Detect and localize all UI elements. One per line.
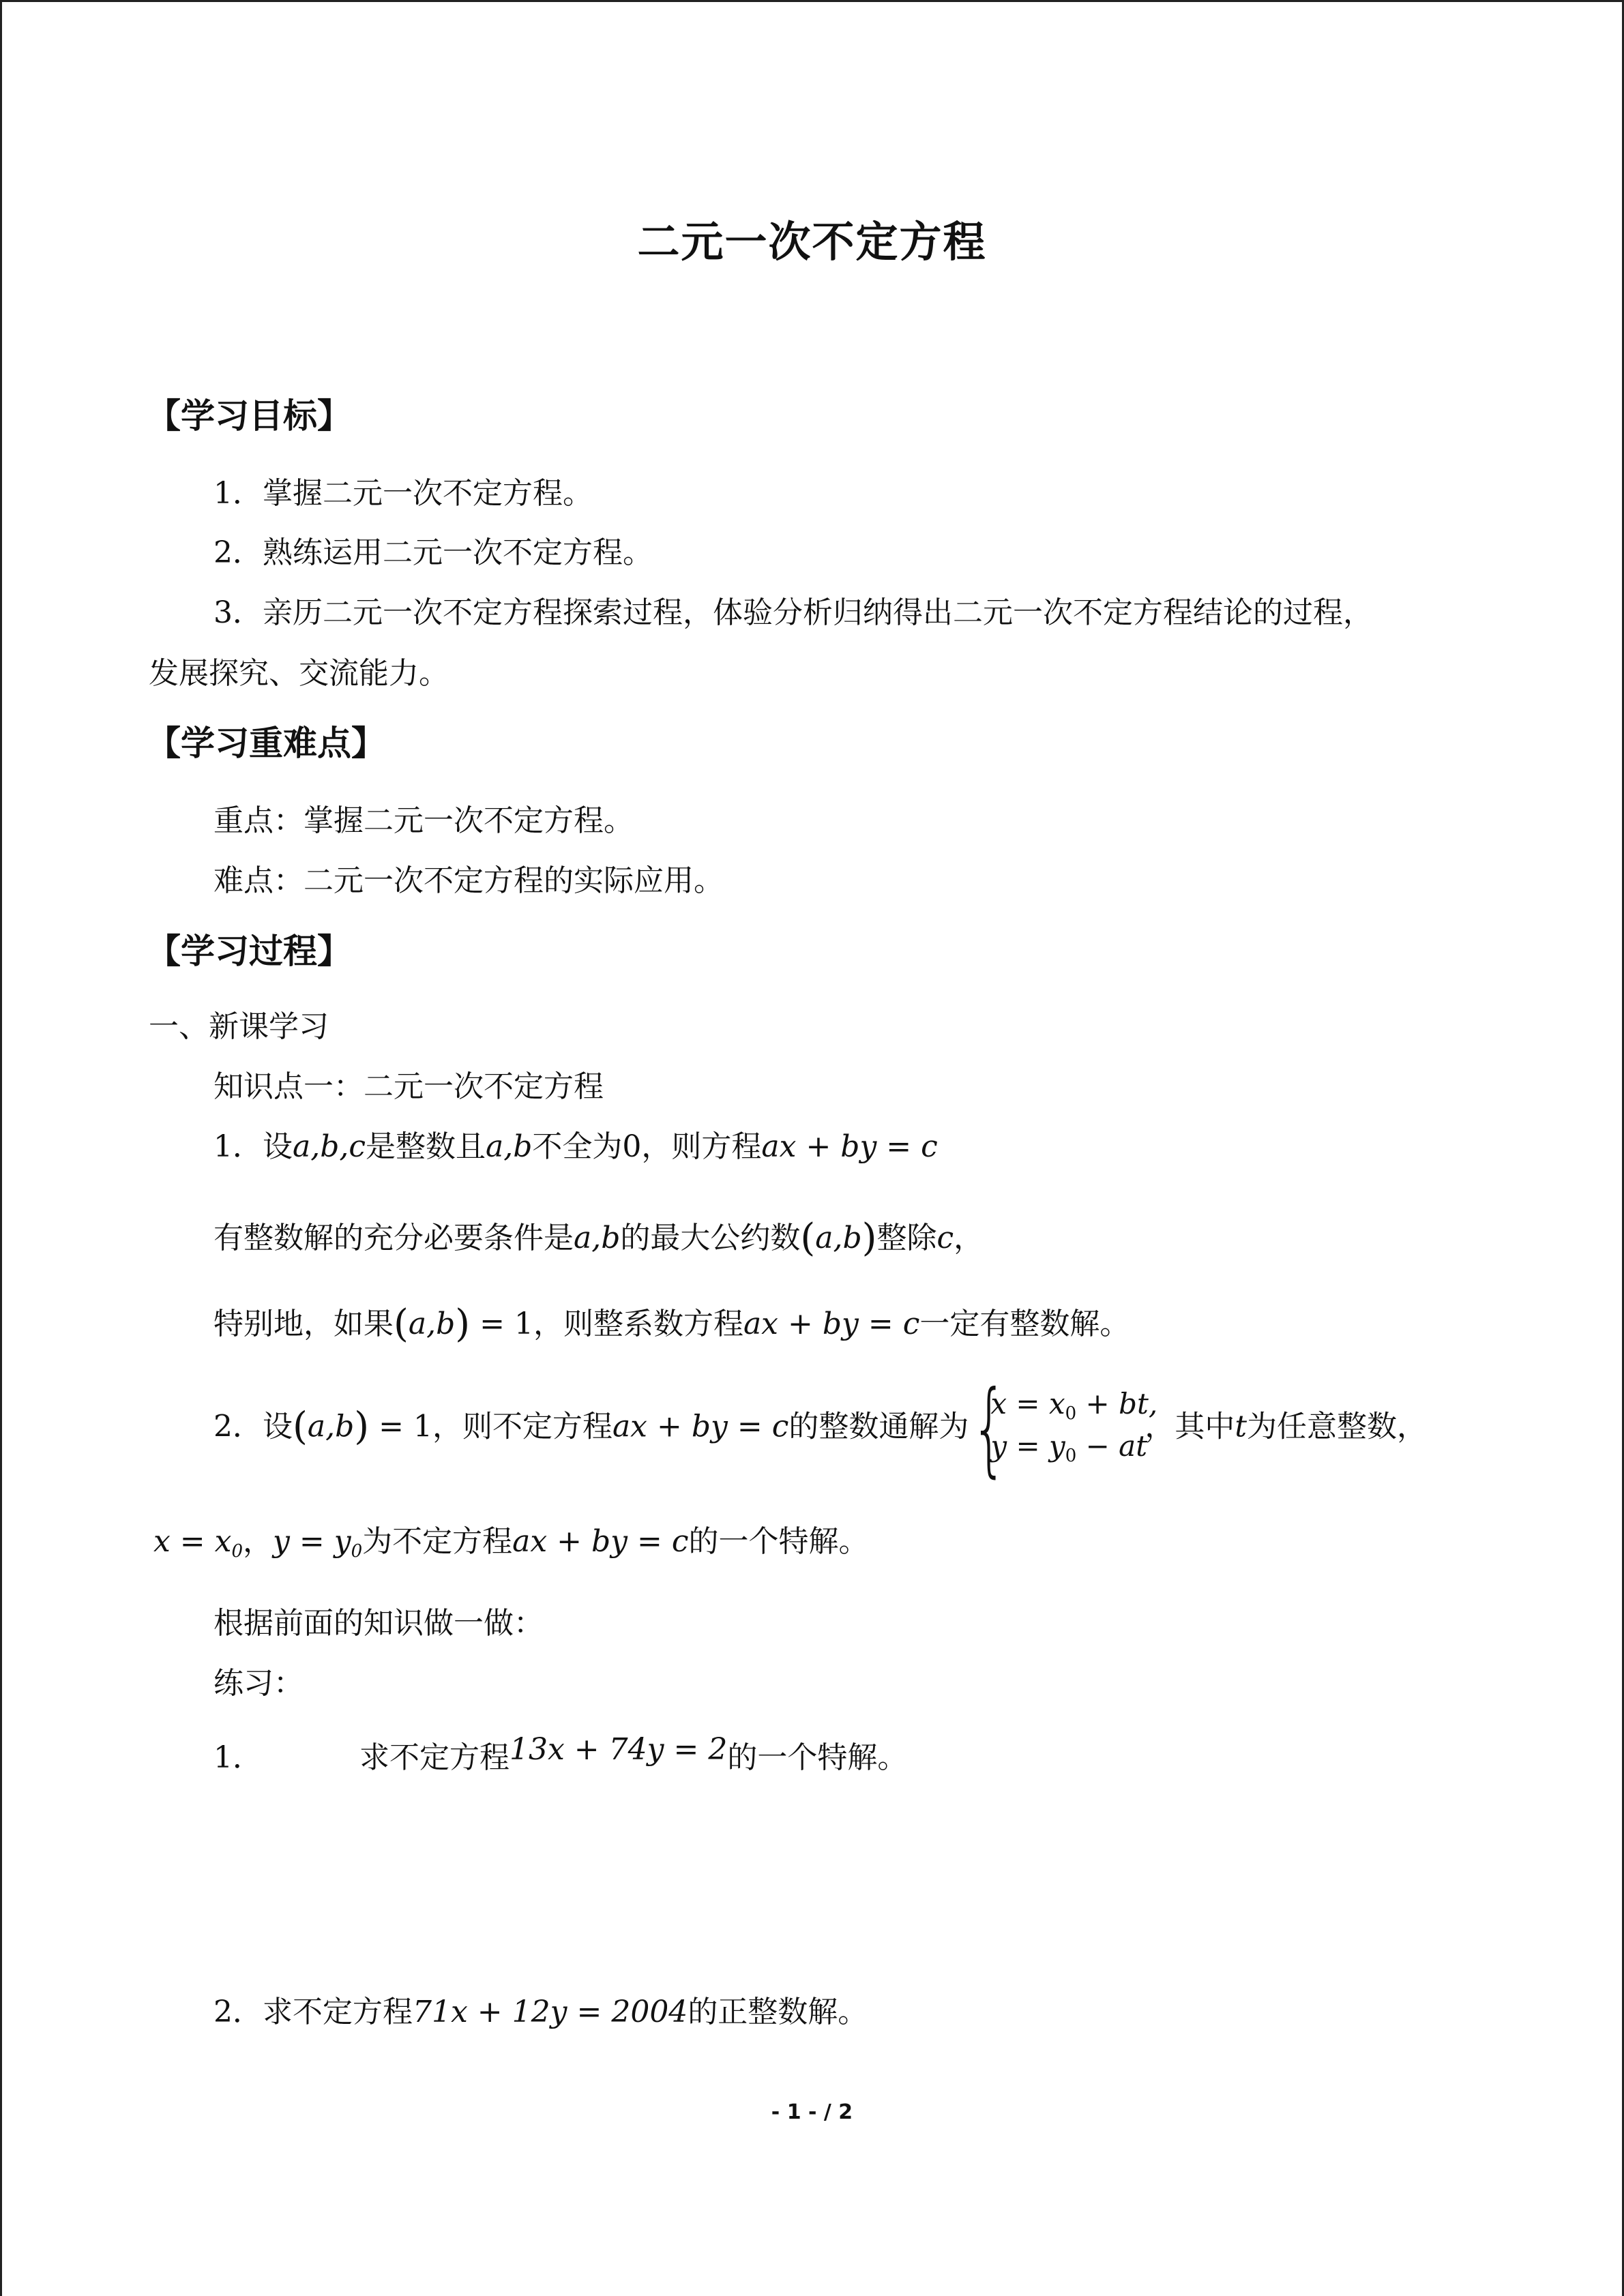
math: a,b	[486, 1129, 533, 1164]
knowledge-point-1: 知识点一：二元一次不定方程	[213, 1069, 604, 1104]
equation: 13x + 74y = 2	[510, 1732, 728, 1767]
text: 为任意整数，	[1247, 1409, 1428, 1444]
math: t	[1235, 1409, 1247, 1444]
paren-open: (	[293, 1404, 308, 1449]
math: = 1	[369, 1409, 432, 1444]
text: 有整数解的充分必要条件是	[213, 1221, 574, 1255]
part-new-lesson: 一、新课学习	[149, 1009, 329, 1044]
math: c	[936, 1221, 954, 1255]
text: ，其中	[1145, 1409, 1235, 1444]
equation: ax + by = c	[743, 1307, 920, 1341]
practice-intro: 根据前面的知识做一做：	[213, 1606, 544, 1641]
exercise-2	[213, 1995, 868, 2031]
math: 0	[622, 1129, 642, 1164]
theorem-1-line	[213, 1129, 938, 1165]
text: 的一个特解。	[727, 1740, 908, 1775]
text: 的一个特解。	[688, 1524, 869, 1559]
text: 的正整数解。	[688, 1995, 868, 2029]
solution-row-y: $y = y_0$ − at	[990, 1429, 1148, 1466]
equation: ax + by = c	[612, 1409, 789, 1444]
section-key-points-heading: 【学习重难点】	[147, 724, 385, 763]
equation: ax + by = c	[512, 1524, 689, 1559]
solution-row-x: $x = x_0$ + bt,	[990, 1387, 1158, 1424]
text: 1．设	[213, 1129, 293, 1164]
math: y = y	[273, 1524, 351, 1559]
math: a,b	[574, 1221, 621, 1255]
particular-solution-line: $x = x_0$，$y = y_0$为不定方程ax + by = c的一个特解。	[153, 1524, 869, 1562]
text: 不全为	[532, 1129, 623, 1164]
key-point: 重点：掌握二元一次不定方程。	[213, 803, 634, 838]
theorem-1-special-case	[213, 1301, 1130, 1347]
equation: 71x + 12y = 2004	[413, 1995, 688, 2029]
goal-item-2: 2．熟练运用二元一次不定方程。	[213, 535, 653, 570]
paren-open: (	[394, 1302, 409, 1346]
goal-item-1: 1．掌握二元一次不定方程。	[213, 476, 593, 511]
text: 的整数通解为	[788, 1409, 969, 1444]
text: 特别地，如果	[213, 1307, 394, 1341]
exercise-1	[213, 1732, 907, 1776]
paren-open: (	[800, 1216, 816, 1260]
equation: ax + by = c	[761, 1129, 938, 1164]
text: ，	[954, 1221, 984, 1255]
text: 为不定方程	[362, 1524, 513, 1559]
section-goals-heading: 【学习目标】	[147, 396, 351, 436]
text: ，则不定方程	[432, 1409, 612, 1444]
text: 一定有整数解。	[919, 1307, 1130, 1341]
text: 的最大公约数	[620, 1221, 801, 1255]
page-number: - 1 - / 2	[771, 2100, 853, 2124]
document-title: 二元一次不定方程	[637, 217, 987, 267]
difficult-point: 难点：二元一次不定方程的实际应用。	[213, 863, 724, 898]
goal-item-3-continued: 发展探究、交流能力。	[149, 656, 449, 691]
text: ，则整系数方程	[533, 1307, 743, 1341]
paren-close: )	[455, 1302, 471, 1346]
page-border-top	[0, 0, 1624, 2]
exercise-number: 1．	[213, 1740, 263, 1775]
text: ，则方程	[641, 1129, 762, 1164]
text: 是整数且	[366, 1129, 486, 1164]
math: a,b	[408, 1307, 456, 1341]
paren-close: )	[861, 1216, 877, 1260]
practice-label: 练习：	[213, 1666, 304, 1701]
math: a,b	[307, 1409, 355, 1444]
math: a,b	[815, 1221, 862, 1255]
math: = 1	[470, 1307, 533, 1341]
text: 整除	[876, 1221, 937, 1255]
left-brace: {	[971, 1369, 1007, 1488]
page-border-left	[0, 0, 2, 2296]
theorem-2-line	[213, 1369, 1428, 1488]
math: x = x	[153, 1524, 232, 1559]
math: a,b,c	[293, 1129, 366, 1164]
section-process-heading: 【学习过程】	[147, 931, 351, 971]
paren-close: )	[354, 1404, 370, 1449]
general-solution-system	[971, 1369, 1158, 1488]
goal-item-3: 3．亲历二元一次不定方程探索过程，体验分析归纳得出二元一次不定方程结论的过程，	[213, 595, 1373, 630]
text: 2．设	[213, 1409, 293, 1444]
text: ，	[243, 1524, 274, 1559]
text: 求不定方程	[359, 1740, 510, 1775]
theorem-1-condition	[213, 1215, 984, 1261]
text: 2．求不定方程	[213, 1995, 413, 2029]
